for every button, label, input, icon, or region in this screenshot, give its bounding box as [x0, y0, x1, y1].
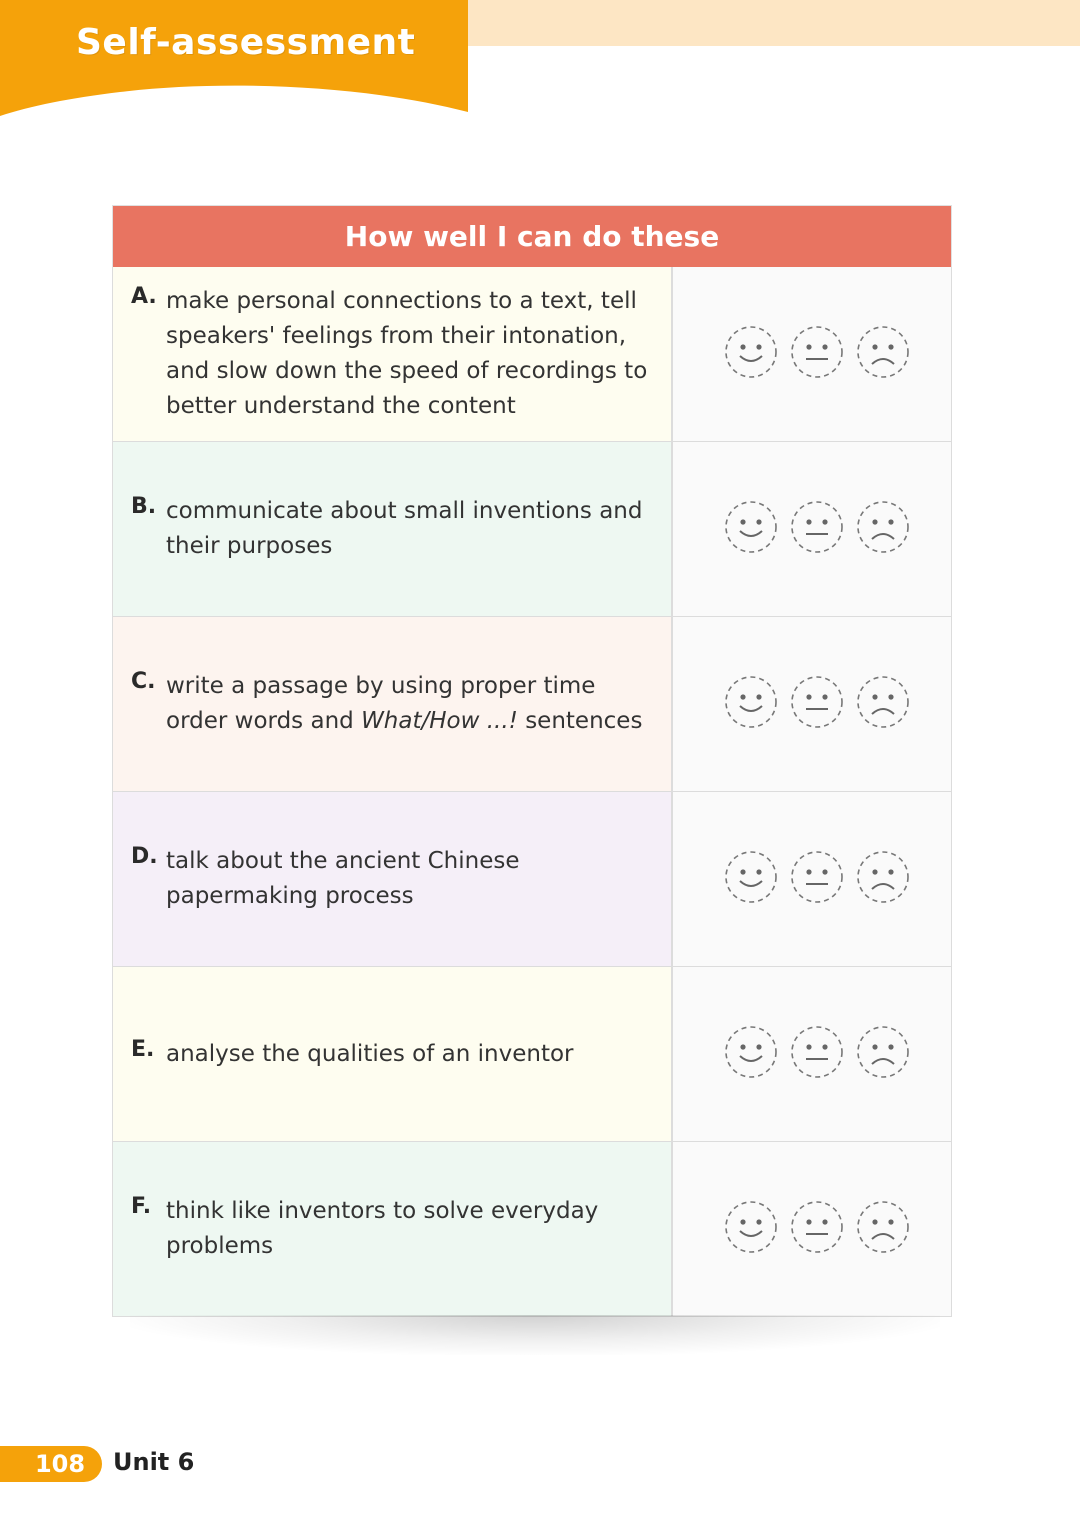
row-description: analyse the qualities of an inventor [166, 1040, 574, 1067]
neutral-face-icon[interactable] [790, 1025, 844, 1083]
row-description: make personal connections to a text, tell speakers' feelings from their intonation, and slow down the speed of recordings to better understand the content [166, 288, 648, 419]
rating-faces [673, 617, 951, 791]
row-description-part: write a passage by using proper time order words and [166, 673, 596, 734]
self-assessment-table [112, 205, 952, 1317]
top-decor-band [460, 0, 1080, 46]
rating-faces [673, 967, 951, 1141]
rating-faces [673, 442, 951, 616]
row-text-cell [113, 1142, 673, 1316]
row-description: think like inventors to solve everyday problems [166, 1198, 599, 1259]
section-title: Self-assessment [76, 22, 416, 63]
row-text-cell [113, 442, 673, 616]
section-banner [0, 0, 470, 120]
sad-face-icon[interactable] [856, 1025, 910, 1083]
table-row [112, 617, 952, 792]
row-text-cell [113, 617, 673, 791]
row-letter: D. [131, 844, 158, 869]
row-text-cell [113, 967, 673, 1141]
row-text-cell [113, 792, 673, 966]
row-letter: B. [131, 494, 157, 519]
neutral-face-icon[interactable] [790, 325, 844, 383]
row-letter: E. [131, 1036, 155, 1062]
rating-faces [673, 1142, 951, 1316]
happy-face-icon[interactable] [724, 1200, 778, 1258]
table-row [112, 442, 952, 617]
neutral-face-icon[interactable] [790, 1200, 844, 1258]
table-row [112, 267, 952, 442]
row-description [166, 669, 653, 739]
neutral-face-icon[interactable] [790, 500, 844, 558]
sad-face-icon[interactable] [856, 500, 910, 558]
sad-face-icon[interactable] [856, 325, 910, 383]
page-number: 108 [0, 1446, 102, 1482]
row-letter: F. [131, 1194, 152, 1219]
happy-face-icon[interactable] [724, 850, 778, 908]
sad-face-icon[interactable] [856, 675, 910, 733]
table-header: How well I can do these [112, 205, 952, 267]
neutral-face-icon[interactable] [790, 675, 844, 733]
happy-face-icon[interactable] [724, 675, 778, 733]
row-description-part: sentences [517, 708, 643, 734]
row-text-cell [113, 267, 673, 441]
table-shadow [130, 1315, 940, 1355]
table-row [112, 792, 952, 967]
neutral-face-icon[interactable] [790, 850, 844, 908]
table-row [112, 1142, 952, 1317]
rating-faces [673, 267, 951, 441]
row-letter: A. [131, 284, 157, 309]
sad-face-icon[interactable] [856, 850, 910, 908]
row-description: talk about the ancient Chinese papermaking process [166, 848, 520, 909]
unit-label: Unit 6 [113, 1448, 195, 1476]
row-description-italic: What/How ...! [361, 708, 518, 734]
rating-faces [673, 792, 951, 966]
table-row [112, 967, 952, 1142]
row-description: communicate about small inventions and their purposes [166, 498, 643, 559]
row-letter: C. [131, 669, 156, 694]
happy-face-icon[interactable] [724, 1025, 778, 1083]
happy-face-icon[interactable] [724, 325, 778, 383]
happy-face-icon[interactable] [724, 500, 778, 558]
sad-face-icon[interactable] [856, 1200, 910, 1258]
